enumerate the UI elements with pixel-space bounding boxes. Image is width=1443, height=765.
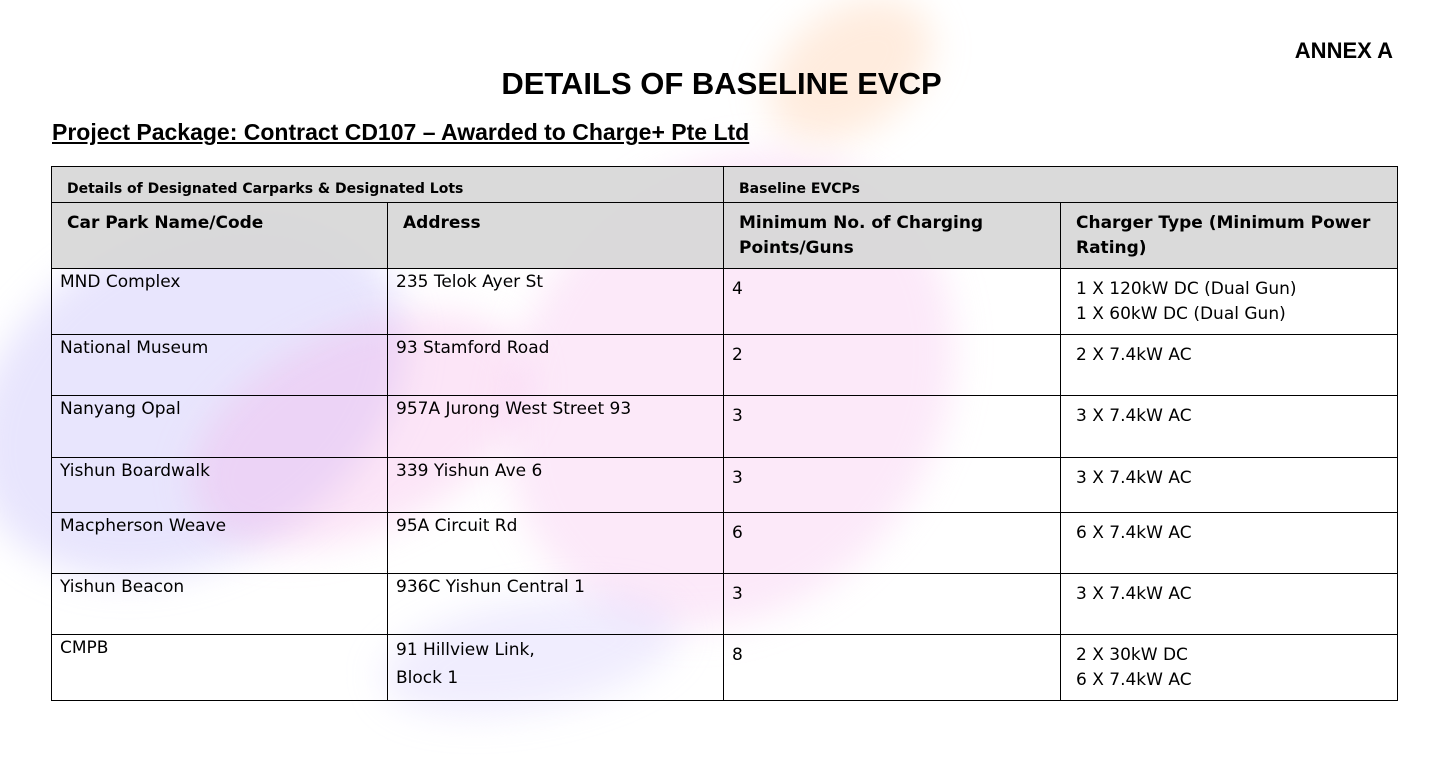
- address-line: 235 Telok Ayer St: [396, 272, 544, 292]
- address-cell: [388, 396, 724, 458]
- group-header-row: [52, 167, 1398, 203]
- charger-line: 3 X 7.4kW AC: [1076, 584, 1192, 604]
- charger-line: 3 X 7.4kW AC: [1076, 468, 1192, 488]
- charger-type-cell: [1061, 513, 1398, 574]
- charger-line: 1 X 120kW DC (Dual Gun): [1076, 279, 1297, 299]
- annex-label: ANNEX A: [1294, 38, 1393, 63]
- column-header: Address: [388, 203, 724, 269]
- charger-line: 6 X 7.4kW AC: [1076, 670, 1192, 690]
- project-package-heading: Project Package: Contract CD107 – Awarded to Charge+ Pte Ltd: [52, 119, 750, 145]
- charging-points-cell: 3: [724, 458, 1061, 513]
- column-header-row: [52, 203, 1398, 269]
- charger-type-cell: [1061, 335, 1398, 396]
- charger-line: 3 X 7.4kW AC: [1076, 406, 1192, 426]
- charger-type-cell: [1061, 635, 1398, 701]
- charging-points-cell: 8: [724, 635, 1061, 701]
- page-title: DETAILS OF BASELINE EVCP: [501, 66, 942, 101]
- table-row: [52, 574, 1398, 635]
- column-header: Car Park Name/Code: [52, 203, 388, 269]
- address-line: 339 Yishun Ave 6: [396, 461, 543, 481]
- table-row: [52, 335, 1398, 396]
- table-row: [52, 635, 1398, 701]
- address-line: 93 Stamford Road: [396, 338, 550, 358]
- carpark-name-cell: Yishun Boardwalk: [52, 458, 388, 513]
- baseline-evcp-table: [51, 166, 1398, 701]
- carpark-name-cell: Nanyang Opal: [52, 396, 388, 458]
- column-header: Charger Type (Minimum Power Rating): [1061, 203, 1398, 269]
- charger-type-cell: [1061, 396, 1398, 458]
- charger-line: 2 X 30kW DC: [1076, 645, 1188, 665]
- address-cell: [388, 635, 724, 701]
- charger-type-cell: [1061, 458, 1398, 513]
- address-cell: [388, 574, 724, 635]
- charger-line: 6 X 7.4kW AC: [1076, 523, 1192, 543]
- carpark-name-cell: Yishun Beacon: [52, 574, 388, 635]
- address-line: 957A Jurong West Street 93: [396, 399, 632, 419]
- address-line: Block 1: [396, 668, 459, 688]
- address-line: 91 Hillview Link,: [396, 640, 535, 660]
- address-cell: [388, 513, 724, 574]
- carpark-name-cell: MND Complex: [52, 269, 388, 335]
- charging-points-cell: 6: [724, 513, 1061, 574]
- charging-points-cell: 4: [724, 269, 1061, 335]
- group-header-evcps: Baseline EVCPs: [724, 167, 1398, 203]
- carpark-name-cell: Macpherson Weave: [52, 513, 388, 574]
- address-line: 936C Yishun Central 1: [396, 577, 585, 597]
- column-header: Minimum No. of Charging Points/Guns: [724, 203, 1061, 269]
- table-row: [52, 396, 1398, 458]
- charging-points-cell: 2: [724, 335, 1061, 396]
- group-header-carparks: Details of Designated Carparks & Designated Lots: [52, 167, 724, 203]
- table-row: [52, 513, 1398, 574]
- charger-type-cell: [1061, 574, 1398, 635]
- carpark-name-cell: National Museum: [52, 335, 388, 396]
- carpark-name-cell: CMPB: [52, 635, 388, 701]
- charging-points-cell: 3: [724, 396, 1061, 458]
- table-row: [52, 458, 1398, 513]
- address-line: 95A Circuit Rd: [396, 516, 518, 536]
- address-cell: [388, 335, 724, 396]
- address-cell: [388, 269, 724, 335]
- charger-type-cell: [1061, 269, 1398, 335]
- charger-line: 2 X 7.4kW AC: [1076, 345, 1192, 365]
- address-cell: [388, 458, 724, 513]
- charger-line: 1 X 60kW DC (Dual Gun): [1076, 304, 1286, 324]
- charging-points-cell: 3: [724, 574, 1061, 635]
- table-row: [52, 269, 1398, 335]
